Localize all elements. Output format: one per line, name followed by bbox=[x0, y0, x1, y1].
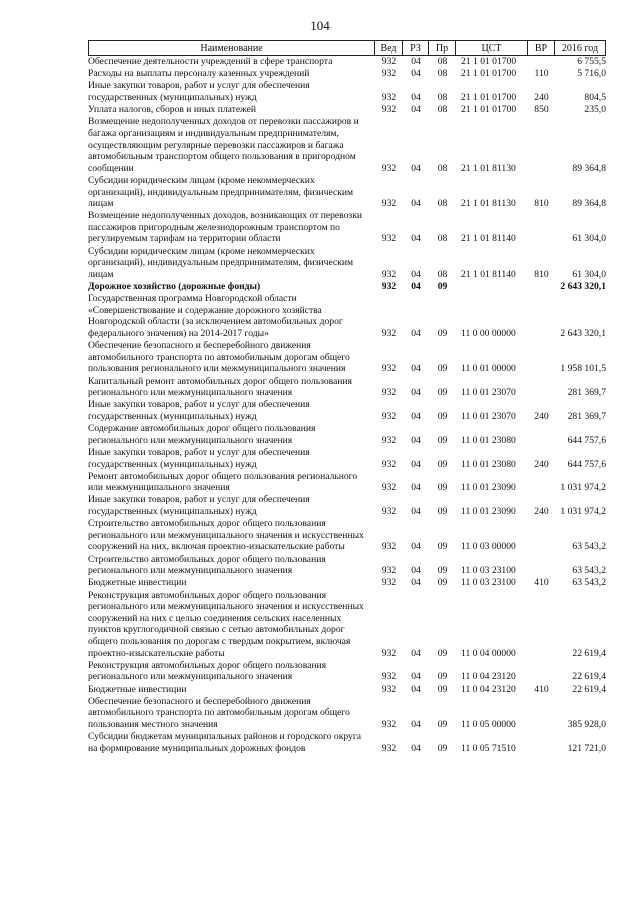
cell-name: Субсидии юридическим лицам (кроме некоммерческих организаций), индивидуальным предпринимателям, физическим лицам bbox=[88, 174, 354, 210]
cell-cst: 21 1 01 01700 bbox=[461, 56, 517, 67]
cell-vr bbox=[528, 116, 555, 174]
cell-pr: 09 bbox=[437, 577, 448, 589]
cell-pr: 09 bbox=[437, 683, 448, 695]
cell-pr: 09 bbox=[437, 387, 448, 399]
cell-name: Бюджетные инвестиции bbox=[88, 577, 187, 589]
table-row bbox=[88, 116, 606, 174]
cell-ved: 932 bbox=[381, 281, 397, 293]
cell-ved: 932 bbox=[381, 541, 397, 553]
cell-vr: 240 bbox=[534, 458, 549, 470]
cell-pr: 08 bbox=[437, 233, 448, 245]
cell-rz: 04 bbox=[411, 328, 421, 339]
cell-rz: 04 bbox=[411, 718, 421, 730]
cell-name: Расходы на выплаты персоналу казенных учреждений bbox=[88, 68, 310, 80]
cell-ved: 932 bbox=[381, 328, 397, 339]
header-rz: РЗ bbox=[403, 41, 429, 55]
cell-rz: 04 bbox=[411, 233, 421, 245]
cell-pr: 08 bbox=[437, 162, 448, 174]
cell-name: Капитальный ремонт автомобильных дорог общего пользования регионального или межмуниципального значения bbox=[88, 375, 352, 399]
cell-name: Иные закупки товаров, работ и услуг для обеспечения государственных (муниципальных) нужд bbox=[88, 494, 310, 518]
cell-name: Иные закупки товаров, работ и услуг для обеспечения государственных (муниципальных) нужд bbox=[88, 399, 310, 422]
cell-cst: 11 0 03 00000 bbox=[461, 541, 516, 553]
cell-vr: 240 bbox=[534, 410, 549, 422]
cell-rz: 04 bbox=[411, 565, 421, 577]
cell-cst: 11 0 01 23070 bbox=[461, 387, 516, 399]
cell-pr: 09 bbox=[437, 671, 448, 683]
cell-vr: 110 bbox=[534, 68, 549, 80]
table-row bbox=[88, 494, 606, 517]
cell-rz: 04 bbox=[411, 198, 421, 210]
cell-ved: 932 bbox=[381, 68, 397, 80]
cell-vr: 410 bbox=[534, 577, 549, 589]
cell-cst bbox=[456, 281, 528, 293]
cell-cst: 21 1 01 81140 bbox=[461, 268, 516, 280]
cell-name: Уплата налогов, сборов и иных платежей bbox=[88, 104, 257, 116]
cell-amount: 281 369,7 bbox=[567, 387, 606, 399]
table-row bbox=[88, 731, 606, 754]
cell-name: Строительство автомобильных дорог общего пользования регионального или межмуниципального значения и искусственных сооружений на них, включая проектно-изыскательские работы bbox=[88, 518, 364, 553]
table-row bbox=[88, 340, 606, 375]
budget-table bbox=[88, 40, 606, 755]
table-row bbox=[88, 684, 606, 696]
table-row bbox=[88, 423, 606, 446]
page-number: 104 bbox=[310, 18, 330, 33]
cell-pr: 09 bbox=[437, 565, 448, 577]
header-vr: ВР bbox=[528, 41, 555, 55]
cell-pr: 09 bbox=[437, 541, 448, 553]
cell-name: Иные закупки товаров, работ и услуг для обеспечения государственных (муниципальных) нужд bbox=[88, 80, 310, 103]
cell-amount: 2 643 320,1 bbox=[560, 328, 606, 339]
cell-name: Обеспечение безопасного и бесперебойного движения автомобильного транспорта по автомобильным дорогам общего пользования местного значения bbox=[88, 695, 350, 730]
cell-vr: 810 bbox=[534, 268, 549, 280]
cell-name: Ремонт автомобильных дорог общего пользования регионального или межмуниципального значения bbox=[88, 470, 358, 494]
cell-rz: 04 bbox=[411, 91, 421, 103]
cell-cst: 21 1 01 01700 bbox=[461, 68, 517, 80]
cell-vr: 810 bbox=[534, 198, 549, 210]
cell-amount: 22 619,4 bbox=[572, 683, 606, 695]
cell-amount: 804,5 bbox=[584, 91, 606, 103]
cell-vr: 240 bbox=[534, 91, 549, 103]
cell-amount: 1 031 974,2 bbox=[560, 506, 606, 518]
cell-amount: 63 543,2 bbox=[572, 577, 606, 589]
cell-rz: 04 bbox=[411, 268, 421, 280]
table-row bbox=[88, 590, 606, 660]
cell-vr bbox=[528, 423, 555, 446]
cell-amount: 5 716,0 bbox=[577, 68, 606, 80]
cell-ved: 932 bbox=[381, 387, 397, 399]
table-row bbox=[88, 281, 606, 293]
cell-vr bbox=[528, 281, 555, 293]
cell-amount: 61 304,0 bbox=[572, 268, 606, 280]
table-row bbox=[88, 447, 606, 470]
cell-rz: 04 bbox=[411, 482, 421, 494]
cell-vr bbox=[528, 518, 555, 553]
cell-pr: 09 bbox=[437, 647, 448, 659]
cell-pr: 09 bbox=[437, 434, 448, 446]
table-row bbox=[88, 376, 606, 399]
header-year: 2016 год bbox=[555, 41, 606, 55]
cell-cst: 11 0 01 23090 bbox=[461, 482, 516, 494]
cell-ved: 932 bbox=[381, 363, 397, 375]
cell-name: Обеспечение безопасного и бесперебойного движения автомобильного транспорта по автомобильным дорогам общего пользования регионального или межмуниципального значения bbox=[88, 340, 350, 375]
cell-cst: 11 0 03 23100 bbox=[461, 577, 516, 589]
table-row bbox=[88, 56, 606, 68]
cell-ved: 932 bbox=[381, 104, 397, 116]
cell-ved: 932 bbox=[381, 198, 397, 210]
table-row bbox=[88, 471, 606, 494]
cell-pr: 09 bbox=[437, 328, 448, 339]
cell-amount: 22 619,4 bbox=[572, 671, 606, 683]
cell-amount: 89 364,8 bbox=[572, 198, 606, 210]
cell-rz: 04 bbox=[411, 434, 421, 446]
cell-ved: 932 bbox=[381, 718, 397, 730]
cell-ved: 932 bbox=[381, 506, 397, 518]
cell-name: Дорожное хозяйство (дорожные фонды) bbox=[88, 281, 261, 293]
cell-cst: 11 0 05 00000 bbox=[461, 718, 516, 730]
cell-amount: 2 643 320,1 bbox=[560, 281, 606, 293]
cell-name: Возмещение недополученных доходов, возникающих от перевозки пассажиров пригородным железнодорожным транспортом по регулируемым тарифам на территории области bbox=[88, 210, 363, 245]
cell-cst: 21 1 01 01700 bbox=[461, 91, 517, 103]
header-name: Наименование bbox=[88, 41, 375, 55]
cell-rz: 04 bbox=[411, 68, 421, 80]
header-pr: Пр bbox=[429, 41, 456, 55]
table-header bbox=[88, 40, 606, 56]
cell-amount: 63 543,2 bbox=[572, 565, 606, 577]
cell-ved: 932 bbox=[381, 91, 397, 103]
cell-ved: 932 bbox=[381, 577, 397, 589]
cell-ved: 932 bbox=[381, 162, 397, 174]
cell-ved: 932 bbox=[381, 647, 397, 659]
cell-vr bbox=[528, 376, 555, 399]
cell-pr: 09 bbox=[437, 410, 448, 422]
cell-rz: 04 bbox=[411, 506, 421, 518]
cell-cst: 11 0 01 23080 bbox=[461, 434, 516, 446]
cell-amount: 22 619,4 bbox=[572, 647, 606, 659]
cell-ved: 932 bbox=[381, 482, 397, 494]
cell-pr: 08 bbox=[437, 68, 448, 80]
table-row bbox=[88, 80, 606, 103]
cell-amount: 61 304,0 bbox=[572, 233, 606, 245]
cell-amount: 1 031 974,2 bbox=[560, 482, 606, 494]
table-body bbox=[88, 56, 606, 754]
cell-vr bbox=[528, 696, 555, 731]
cell-cst: 21 1 01 81130 bbox=[461, 198, 516, 210]
cell-amount: 235,0 bbox=[584, 104, 606, 116]
cell-amount: 281 369,7 bbox=[567, 410, 606, 422]
cell-cst: 21 1 01 01700 bbox=[461, 104, 517, 116]
cell-vr bbox=[528, 590, 555, 660]
cell-pr: 09 bbox=[437, 363, 448, 375]
cell-name: Строительство автомобильных дорог общего пользования регионального или межмуниципального значения bbox=[88, 553, 326, 577]
cell-cst: 11 0 03 23100 bbox=[461, 565, 516, 577]
cell-vr bbox=[528, 471, 555, 494]
cell-cst: 11 0 00 00000 bbox=[461, 328, 516, 339]
cell-vr: 410 bbox=[534, 683, 549, 695]
table-row bbox=[88, 293, 606, 339]
cell-rz: 04 bbox=[411, 577, 421, 589]
cell-vr bbox=[528, 56, 555, 68]
cell-ved: 932 bbox=[381, 233, 397, 245]
cell-cst: 11 0 04 23120 bbox=[461, 671, 516, 683]
cell-rz: 04 bbox=[411, 387, 421, 399]
cell-vr bbox=[528, 731, 555, 754]
cell-amount: 644 757,6 bbox=[567, 458, 606, 470]
cell-name: Государственная программа Новгородской области «Совершенствование и содержание дорожного хозяйства Новгородской области (за исключением автомобильных дорог федерального значения) на 2014-2017 годы» bbox=[88, 293, 343, 339]
table-row bbox=[88, 660, 606, 683]
cell-amount: 89 364,8 bbox=[572, 162, 606, 174]
cell-rz: 04 bbox=[411, 56, 421, 67]
cell-ved: 932 bbox=[381, 671, 397, 683]
cell-pr: 09 bbox=[437, 482, 448, 494]
cell-cst: 21 1 01 81130 bbox=[461, 162, 516, 174]
cell-ved: 932 bbox=[381, 434, 397, 446]
cell-ved: 932 bbox=[381, 742, 397, 754]
cell-name: Реконструкция автомобильных дорог общего пользования регионального или межмуниципального значения bbox=[88, 659, 327, 683]
table-row bbox=[88, 210, 606, 245]
table-row bbox=[88, 554, 606, 577]
cell-ved: 932 bbox=[381, 458, 397, 470]
cell-cst: 21 1 01 81140 bbox=[461, 233, 516, 245]
cell-rz: 04 bbox=[411, 363, 421, 375]
cell-cst: 11 0 04 00000 bbox=[461, 647, 516, 659]
cell-rz: 04 bbox=[411, 647, 421, 659]
cell-pr: 09 bbox=[437, 281, 448, 293]
cell-rz: 04 bbox=[411, 671, 421, 683]
cell-vr: 240 bbox=[534, 506, 549, 518]
cell-name: Субсидии бюджетам муниципальных районов и городского округа на формирование муниципальных дорожных фондов bbox=[88, 731, 362, 754]
cell-amount: 385 928,0 bbox=[567, 718, 606, 730]
cell-vr bbox=[528, 554, 555, 577]
cell-name: Бюджетные инвестиции bbox=[88, 683, 187, 695]
cell-cst: 11 0 01 23080 bbox=[461, 458, 516, 470]
cell-cst: 11 0 05 71510 bbox=[461, 742, 516, 754]
cell-pr: 08 bbox=[437, 104, 448, 116]
cell-amount: 63 543,2 bbox=[572, 541, 606, 553]
table-row bbox=[88, 518, 606, 553]
cell-amount: 644 757,6 bbox=[567, 434, 606, 446]
table-row bbox=[88, 577, 606, 589]
cell-pr: 08 bbox=[437, 91, 448, 103]
cell-ved: 932 bbox=[381, 56, 397, 67]
cell-ved: 932 bbox=[381, 683, 397, 695]
cell-pr: 08 bbox=[437, 268, 448, 280]
cell-name: Возмещение недополученных доходов от перевозки пассажиров и багажа организациям и индивидуальным предпринимателям, осуществляющим регулярные перевозки пассажиров и багажа автомобильным транспортом общего пользования в пригородном сообщении bbox=[88, 116, 359, 174]
cell-rz: 04 bbox=[411, 104, 421, 116]
cell-ved: 932 bbox=[381, 565, 397, 577]
header-ved: Вед bbox=[375, 41, 403, 55]
header-cst: ЦСТ bbox=[456, 41, 528, 55]
table-row bbox=[88, 175, 606, 210]
table-row bbox=[88, 696, 606, 731]
cell-pr: 09 bbox=[437, 718, 448, 730]
cell-cst: 11 0 01 00000 bbox=[461, 363, 516, 375]
cell-vr bbox=[528, 293, 555, 339]
cell-cst: 11 0 01 23070 bbox=[461, 410, 516, 422]
cell-name: Содержание автомобильных дорог общего пользования регионального или межмуниципального значения bbox=[88, 423, 316, 446]
cell-vr bbox=[528, 660, 555, 683]
cell-name: Реконструкция автомобильных дорог общего пользования регионального или межмуниципального значения и искусственных сооружений на них с целью соединения сельских населенных пунктов круглогодичной связью с сетью автомобильных дорог общего пользования по дорогам с твердым покрытием, включая проектно-изыскательские работы bbox=[88, 589, 364, 659]
cell-rz: 04 bbox=[411, 281, 421, 293]
cell-rz: 04 bbox=[411, 410, 421, 422]
cell-rz: 04 bbox=[411, 458, 421, 470]
cell-pr: 09 bbox=[437, 506, 448, 518]
cell-vr: 850 bbox=[534, 104, 549, 116]
cell-amount: 1 958 101,5 bbox=[560, 363, 606, 375]
cell-vr bbox=[528, 210, 555, 245]
cell-pr: 09 bbox=[437, 742, 448, 754]
cell-rz: 04 bbox=[411, 742, 421, 754]
cell-pr: 08 bbox=[437, 198, 448, 210]
table-row bbox=[88, 246, 606, 281]
cell-amount: 121 721,0 bbox=[567, 742, 606, 754]
cell-rz: 04 bbox=[411, 541, 421, 553]
cell-ved: 932 bbox=[381, 268, 397, 280]
cell-name: Иные закупки товаров, работ и услуг для обеспечения государственных (муниципальных) нужд bbox=[88, 446, 310, 470]
cell-cst: 11 0 04 23120 bbox=[461, 683, 516, 695]
cell-cst: 11 0 01 23090 bbox=[461, 506, 516, 518]
table-row bbox=[88, 399, 606, 422]
cell-amount: 6 755,5 bbox=[577, 56, 606, 67]
cell-name: Субсидии юридическим лицам (кроме некоммерческих организаций), индивидуальным предпринимателям, физическим лицам bbox=[88, 245, 354, 280]
cell-pr: 08 bbox=[437, 56, 448, 67]
cell-name: Обеспечение деятельности учреждений в сфере транспорта bbox=[88, 56, 333, 67]
table-row bbox=[88, 104, 606, 116]
cell-ved: 932 bbox=[381, 410, 397, 422]
table-row bbox=[88, 68, 606, 80]
cell-vr bbox=[528, 340, 555, 375]
cell-rz: 04 bbox=[411, 162, 421, 174]
cell-rz: 04 bbox=[411, 683, 421, 695]
cell-pr: 09 bbox=[437, 458, 448, 470]
